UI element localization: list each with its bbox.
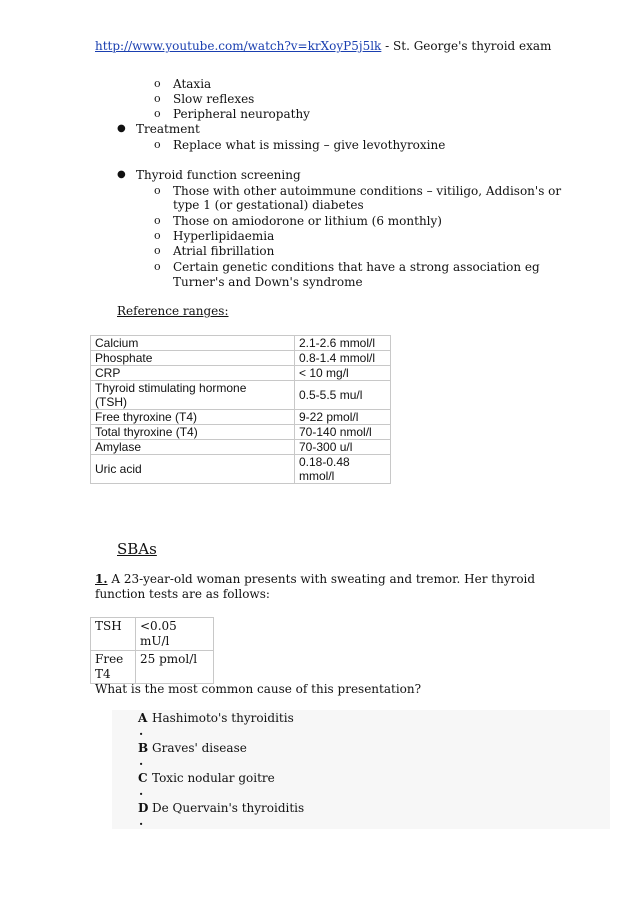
circle-bullet-icon: o <box>154 138 161 151</box>
question-number: 1. <box>95 572 108 586</box>
table-row <box>91 455 391 484</box>
table-row <box>91 440 391 455</box>
tft-value: 25 pmol/l <box>140 652 198 666</box>
table-cell <box>91 336 295 351</box>
table-cell <box>295 440 391 455</box>
table-cell <box>91 351 295 366</box>
screening-item-genetic: Certain genetic conditions that have a strong association eg <box>173 260 540 274</box>
sign-peripheral-neuropathy: Peripheral neuropathy <box>173 107 310 121</box>
circle-bullet-icon: o <box>154 92 161 105</box>
test-range: 70-140 nmol/l <box>299 425 372 439</box>
test-range-cont: mmol/l <box>299 469 335 483</box>
screening-item-hyperlipidaemia: Hyperlipidaemia <box>173 229 275 243</box>
option-b[interactable] <box>138 741 438 771</box>
option-text: De Quervain's thyroiditis <box>152 801 305 815</box>
table-row <box>91 351 391 366</box>
option-letter: A <box>138 711 148 725</box>
test-range: 70-300 u/l <box>299 440 353 454</box>
test-name: CRP <box>95 366 121 380</box>
table-cell <box>295 425 391 440</box>
tft-key: TSH <box>95 619 122 633</box>
test-name: Total thyroxine (T4) <box>95 425 198 439</box>
circle-bullet-icon: o <box>154 107 161 120</box>
test-range: < 10 mg/l <box>299 366 349 380</box>
table-cell <box>295 336 391 351</box>
circle-bullet-icon: o <box>154 260 161 273</box>
option-text: Graves' disease <box>152 741 247 755</box>
table-cell <box>91 440 295 455</box>
youtube-link[interactable]: http://www.youtube.com/watch?v=krXoyP5j5lk <box>95 39 382 53</box>
option-text: Hashimoto's thyroiditis <box>152 711 294 725</box>
table-row <box>91 381 391 410</box>
screening-item-amiodarone: Those on amiodorone or lithium (6 monthly) <box>173 214 442 228</box>
tft-value: <0.05 mU/l <box>140 619 177 648</box>
option-dot: . <box>139 754 144 768</box>
reference-ranges-table <box>90 335 391 484</box>
screening-item-genetic-cont: Turner's and Down's syndrome <box>173 275 363 289</box>
question-prompt: What is the most common cause of this presentation? <box>95 682 422 696</box>
question-text: A 23-year-old woman presents with sweating and tremor. Her thyroid <box>107 572 536 586</box>
table-cell <box>136 651 214 684</box>
tft-key-cont: T4 <box>95 667 111 681</box>
option-dot: . <box>139 814 144 828</box>
circle-bullet-icon: o <box>154 244 161 257</box>
answer-options <box>112 710 610 829</box>
sign-ataxia: Ataxia <box>173 77 212 91</box>
disc-bullet-icon: ● <box>117 123 126 134</box>
table-cell <box>295 351 391 366</box>
table-row <box>91 425 391 440</box>
table-cell <box>295 381 391 410</box>
table-cell <box>295 366 391 381</box>
circle-bullet-icon: o <box>154 184 161 197</box>
screening-item-autoimmune-cont: type 1 (or gestational) diabetes <box>173 198 364 212</box>
table-cell <box>91 455 295 484</box>
table-cell <box>91 651 136 684</box>
table-row <box>91 618 214 651</box>
option-dot: . <box>139 784 144 798</box>
test-range: 0.8-1.4 mmol/l <box>299 351 376 365</box>
header-suffix: - St. George's thyroid exam <box>381 39 552 53</box>
screening-item-af: Atrial fibrillation <box>173 244 275 258</box>
reference-heading: Reference ranges: <box>117 304 229 318</box>
test-name: Uric acid <box>95 462 142 476</box>
circle-bullet-icon: o <box>154 214 161 227</box>
option-d[interactable] <box>138 801 438 831</box>
question-1-line-1 <box>95 572 535 587</box>
test-range: 9-22 pmol/l <box>299 410 359 424</box>
test-name-cont: (TSH) <box>95 395 127 409</box>
circle-bullet-icon: o <box>154 77 161 90</box>
option-text: Toxic nodular goitre <box>152 771 275 785</box>
test-range: 0.18-0.48 <box>299 455 350 469</box>
tft-key: Free <box>95 652 124 666</box>
option-c[interactable] <box>138 771 438 801</box>
table-cell <box>91 425 295 440</box>
option-letter: B <box>138 741 149 755</box>
option-letter: D <box>138 801 149 815</box>
disc-bullet-icon: ● <box>117 169 126 180</box>
test-name: Amylase <box>95 440 142 454</box>
option-letter: C <box>138 771 148 785</box>
table-cell <box>91 410 295 425</box>
test-range: 0.5-5.5 mu/l <box>299 388 363 402</box>
test-name: Thyroid stimulating hormone <box>95 381 247 395</box>
table-cell <box>91 618 136 651</box>
screening-label: Thyroid function screening <box>136 168 301 182</box>
sign-slow-reflexes: Slow reflexes <box>173 92 255 106</box>
thyroid-function-table <box>90 617 214 684</box>
circle-bullet-icon: o <box>154 229 161 242</box>
treatment-label: Treatment <box>136 122 200 136</box>
table-row <box>91 336 391 351</box>
table-cell <box>295 455 391 484</box>
table-row <box>91 410 391 425</box>
test-range: 2.1-2.6 mmol/l <box>299 336 376 350</box>
test-name: Phosphate <box>95 351 153 365</box>
test-name: Free thyroxine (T4) <box>95 410 198 424</box>
table-cell <box>136 618 214 651</box>
sbas-heading: SBAs <box>117 540 157 558</box>
test-name: Calcium <box>95 336 139 350</box>
table-cell <box>91 381 295 410</box>
table-row <box>91 366 391 381</box>
option-a[interactable] <box>138 711 438 741</box>
treatment-item: Replace what is missing – give levothyroxine <box>173 138 446 152</box>
table-cell <box>295 410 391 425</box>
question-1-line-2: function tests are as follows: <box>95 587 270 601</box>
header-line <box>95 39 551 54</box>
screening-item-autoimmune: Those with other autoimmune conditions – vitiligo, Addison's or <box>173 184 562 198</box>
option-dot: . <box>139 724 144 738</box>
table-cell <box>91 366 295 381</box>
table-row <box>91 651 214 684</box>
